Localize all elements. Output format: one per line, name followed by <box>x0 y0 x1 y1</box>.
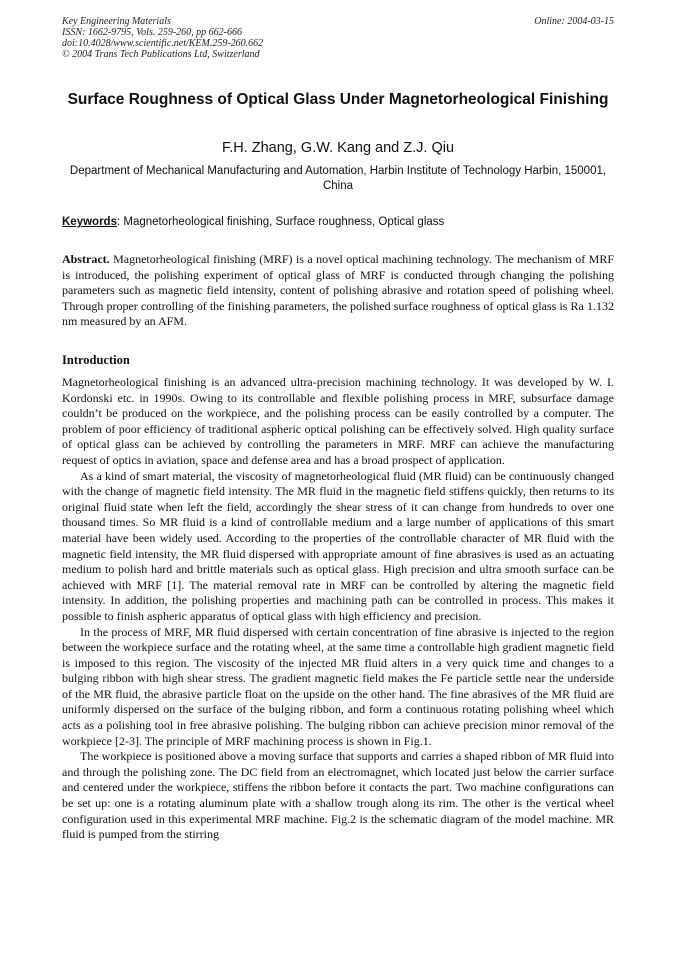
intro-paragraph: Magnetorheological finishing is an advanced ultra-precision machining technology. It was developed by W. I. Kordonski etc. in 1990s. Owing to its controllable and flexible polishing process in MRF, subsurface damage couldn’t be produced on the workpiece, and the polishing process can be easily controlled by a computer. The problem of poor efficiency of traditional aspheric optical polishing can be effectively solved. High quality surface of optical glass can be achieved by controlling the parameters in MRF. MRF can achieve the manufacturing request of optics in aviation, space and defense area and has a broad prospect of application. <box>62 375 614 467</box>
journal-info: Key Engineering Materials ISSN: 1662-9795, Vols. 259-260, pp 662-666 doi:10.4028/www.scientific.net/KEM.259-260.662 © 2004 Trans Tech Publications Ltd, Switzerland <box>62 16 264 60</box>
introduction-heading: Introduction <box>62 353 130 367</box>
abstract-text: Magnetorheological finishing (MRF) is a novel optical machining technology. The mechanism of MRF is introduced, the polishing experiment of optical glass of MRF is conducted through changing the polishing parameters such as magnetic field intensity, content of polishing abrasive and rotation speed of polishing wheel. Through proper controlling of the finishing parameters, the polished surface roughness of optical glass is Ra 1.132 nm measured by an AFM. <box>62 252 614 329</box>
abstract <box>62 252 614 330</box>
paper-authors: F.H. Zhang, G.W. Kang and Z.J. Qiu <box>221 140 455 156</box>
keywords-label: Keywords <box>62 216 117 228</box>
intro-paragraph: In the process of MRF, MR fluid dispersed with certain concentration of fine abrasive is injected to the region between the workpiece surface and the rotating wheel, at the same time a controllable high gradient magnetic field is imposed to this region. The viscosity of the injected MR fluid alters in a very quick time and changes to a bulging ribbon with high shear stress. The gradient magnetic field makes the Fe particle settle near the underside of the MR fluid, the abrasive particle float on the upside on the other hand. The fine abrasives of the MR fluid are uniformly dispersed on the surface of the bulging ribbon, and form a continuous rotating polishing wheel which acts as a polishing tool in free abrasive polishing. The bulging ribbon can achieve precision minor removal of the workpiece [2-3]. The principle of MRF machining process is shown in Fig.1. <box>62 624 614 748</box>
online-date: Online: 2004-03-15 <box>534 16 614 27</box>
abstract-label: Abstract. <box>62 252 110 266</box>
paper-affiliation: Department of Mechanical Manufacturing and Automation, Harbin Institute of Technology Harbin, 150001, China <box>69 165 607 192</box>
keywords-line: Keywords: Magnetorheological finishing, Surface roughness, Optical glass <box>62 216 445 228</box>
paper-title: Surface Roughness of Optical Glass Under Magnetorheological Finishing <box>67 91 609 108</box>
keywords-text: Magnetorheological finishing, Surface roughness, Optical glass <box>123 216 445 228</box>
intro-paragraph: As a kind of smart material, the viscosity of magnetorheological fluid (MR fluid) can be continuously changed with the change of magnetic field intensity. The MR fluid in the magnetic field stiffens quickly, then returns to its original fluid state when left the field, accordingly the shear stress of it can change from hundreds to over one thousand times. So MR fluid is a kind of controllable medium and a large number of applications of this smart material have been widely used. According to the properties of the controllable character of MR fluid with the magnetic field intensity, the MR fluid dispersed with appropriate amount of fine abrasives is used as an actuating medium to polish hard and brittle materials such as optical glass. High precision and ultra smooth surface can be achieved with MRF [1]. The material removal rate in MRF can be controlled by altering the magnetic field intensity. In addition, the polishing properties and machining path can be controlled in process. This makes it possible to finish aspheric apparatus of optical glass with high efficiency and precision. <box>62 468 614 623</box>
intro-paragraph: The workpiece is positioned above a moving surface that supports and carries a shaped ribbon of MR fluid into and through the polishing zone. The DC field from an electromagnet, which located just below the carrier surface and centered under the workpiece, stiffens the ribbon before it contacts the part. Two machine configurations can be set up: one is a rotating aluminum plate with a shallow trough along its rim. The other is the vertical wheel configuration used in this experimental MRF machine. Fig.2 is the schematic diagram of the model machine. MR fluid is pumped from the stirring <box>62 749 614 842</box>
introduction-body <box>62 375 614 843</box>
